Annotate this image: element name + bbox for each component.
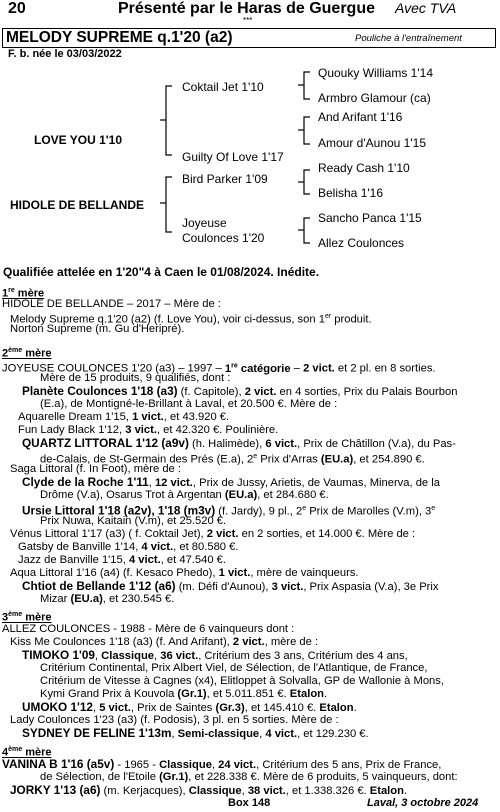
- record-line: Aquarelle Dream 1'15, 1 vict., et 43.920 €.: [18, 411, 230, 423]
- record-line: UMOKO 1'12, 5 vict., Prix de Saintes (Gr.3), et 145.410 €. Etalon.: [22, 700, 357, 714]
- horse-status: Pouliche à l'entraînement: [355, 33, 462, 44]
- pedigree-g5: Ready Cash 1'10: [318, 161, 410, 175]
- record-line: SYDNEY DE FELINE 1'13m, Semi-classique, 4 vict., et 129.230 €.: [22, 726, 369, 740]
- pedigree-g2: Armbro Glamour (ca): [318, 91, 431, 105]
- pedigree-sire: LOVE YOU 1'10: [34, 133, 123, 147]
- record-line: QUARTZ LITTORAL 1'12 (a9v) (h. Halimède), 6 vict., Prix de Châtillon (V.a), du Pas-: [22, 436, 456, 450]
- record-line: HIDOLE DE BELLANDE – 2017 – Mère de :: [2, 298, 221, 310]
- record-line: de-Calais, de St-Germain des Prés (E.a), 2e Prix d'Arras (EU.a), et 254.890 €.: [40, 453, 425, 466]
- record-line: Critérium Continental, Prix Albert Viel, de Sélection, de l'Atlantique, de France,: [40, 662, 428, 674]
- section-third-dam: 3ème mère: [2, 611, 52, 624]
- pedigree-g6: Belisha 1'16: [318, 186, 384, 200]
- record-line: Prix Nuwa, Kaitain (V.m), et 25.520 €.: [40, 515, 227, 527]
- record-line: Kiss Me Coulonces 1'18 (a3) (f. And Arifant), 2 vict., mère de :: [10, 636, 319, 648]
- section-second-dam: 2ème mère: [2, 347, 52, 360]
- horse-name: MELODY SUPREME q.1'20 (a2): [6, 29, 233, 46]
- record-line: Melody Supreme q.1'20 (a2) (f. Love You), voir ci-dessus, son 1er produit.: [10, 313, 372, 326]
- record-line: Vénus Littoral 1'17 (a3) ( f. Coktail Jet), 2 vict. en 2 sorties, et 14.000 €. Mère de :: [10, 528, 416, 540]
- record-line: de Sélection, de l'Etoile (Gr.1), et 228.338 €. Mère de 6 produits, 5 vainqueurs, dont:: [40, 771, 458, 783]
- record-line: VANINA B 1'16 (a5v) - 1965 - Classique, 24 vict., Critérium des 5 ans, Prix de France,: [2, 757, 442, 771]
- record-line: Mizar (EU.a), et 230.545 €.: [40, 593, 175, 605]
- horse-birth: F. b. née le 03/03/2022: [8, 48, 122, 60]
- pedigree-g1: Quouky Williams 1'14: [318, 66, 433, 80]
- record-line: Drôme (V.a), Osarus Trot à Argentan (EU.a), et 284.680 €.: [40, 489, 329, 501]
- box-number: Box 148: [228, 797, 271, 809]
- record-line: ALLEZ COULONCES - 1988 - Mère de 6 vainqueurs dont :: [2, 623, 295, 635]
- record-line: Mère de 15 produits, 9 qualifiés, dont :: [40, 372, 231, 384]
- record-line: Kymi Grand Prix à Kouvola (Gr.1), et 5.011.851 €. Etalon.: [40, 688, 328, 700]
- record-line: Lady Coulonces 1'23 (a3) (f. Podosis), 3 pl. en 5 sorties. Mère de :: [10, 714, 339, 726]
- record-line: Ursie Littoral 1'18 (a2v), 1'18 (m3v) (f. Jardy), 9 pl., 2e Prix de Marolles (V.m), 3e: [22, 503, 436, 518]
- sale-date: Laval, 3 octobre 2024: [367, 797, 479, 809]
- record-line: TIMOKO 1'09, Classique, 36 vict., Critérium des 3 ans, Critérium des 4 ans,: [22, 648, 408, 662]
- record-line: Jazz de Banville 1'15, 4 vict., et 47.540 €.: [18, 554, 226, 566]
- record-line: Saga Littoral (f. In Foot), mère de :: [10, 463, 181, 475]
- record-line: Planète Coulonces 1'18 (a3) (f. Capitole), 2 vict. en 4 sorties, Prix du Palais Bourbon: [22, 384, 458, 398]
- pedigree-sire-sire: Coktail Jet 1'10: [182, 80, 264, 94]
- record-line: JOYEUSE COULONCES 1'20 (a3) – 1997 – 1re catégorie – 2 vict. et 2 pl. en 8 sorties.: [2, 362, 436, 375]
- record-line: Gatsby de Banville 1'14, 4 vict., et 80.580 €.: [18, 541, 239, 553]
- record-line: Norton Supreme (m. Gu d'Heripré).: [10, 323, 185, 335]
- pedigree-g3: And Arifant 1'16: [318, 110, 403, 124]
- pedigree-dam-dam-line1: Joyeuse: [182, 216, 227, 230]
- record-line: Aqua Littoral 1'16 (a4) (f. Kesaco Phedo), 1 vict., mère de vainqueurs.: [10, 567, 359, 579]
- qualification-line: Qualifiée attelée en 1'20"4 à Caen le 01/08/2024. Inédite.: [3, 265, 320, 279]
- record-line: Clyde de la Roche 1'11, 12 vict., Prix de Jussy, Arietis, de Vaumas, Minerva, de la: [22, 475, 440, 489]
- header-stars: ***: [243, 16, 253, 25]
- section-fourth-dam: 4ème mère: [2, 746, 52, 759]
- pedigree-dam-dam-line2: Coulonces 1'20: [182, 231, 265, 245]
- record-line: JORKY 1'13 (a6) (m. Kerjacques), Classique, 38 vict., et 1.338.326 €. Etalon.: [10, 783, 408, 797]
- record-line: Chtiot de Bellande 1'12 (a6) (m. Défi d'Aunou), 3 vict., Prix Aspasia (V.a), 3e Prix: [22, 579, 439, 593]
- pedigree-dam-sire: Bird Parker 1'09: [182, 172, 268, 186]
- record-line: Fun Lady Black 1'12, 3 vict., et 42.320 €. Poulinière.: [18, 424, 279, 436]
- pedigree-g7: Sancho Panca 1'15: [318, 211, 422, 225]
- section-first-dam: 1re mère: [2, 287, 45, 300]
- lot-number: 20: [8, 0, 26, 17]
- pedigree-dam: HIDOLE DE BELLANDE: [10, 198, 145, 212]
- pedigree-sire-dam: Guilty Of Love 1'17: [182, 150, 284, 164]
- record-line: Critérium de Vitesse à Cagnes (x4), Elitloppet à Solvalla, GP de Wallonie à Mons,: [40, 675, 444, 687]
- pedigree-g8: Allez Coulonces: [318, 236, 405, 250]
- presenter-title: Présenté par le Haras de Guergue: [118, 0, 375, 17]
- record-line: (E.a), de Montigné-le-Brillant à Laval, et 20.500 €. Mère de :: [40, 398, 338, 410]
- tva-note: Avec TVA: [395, 0, 457, 16]
- pedigree-g4: Amour d'Aunou 1'15: [318, 136, 426, 150]
